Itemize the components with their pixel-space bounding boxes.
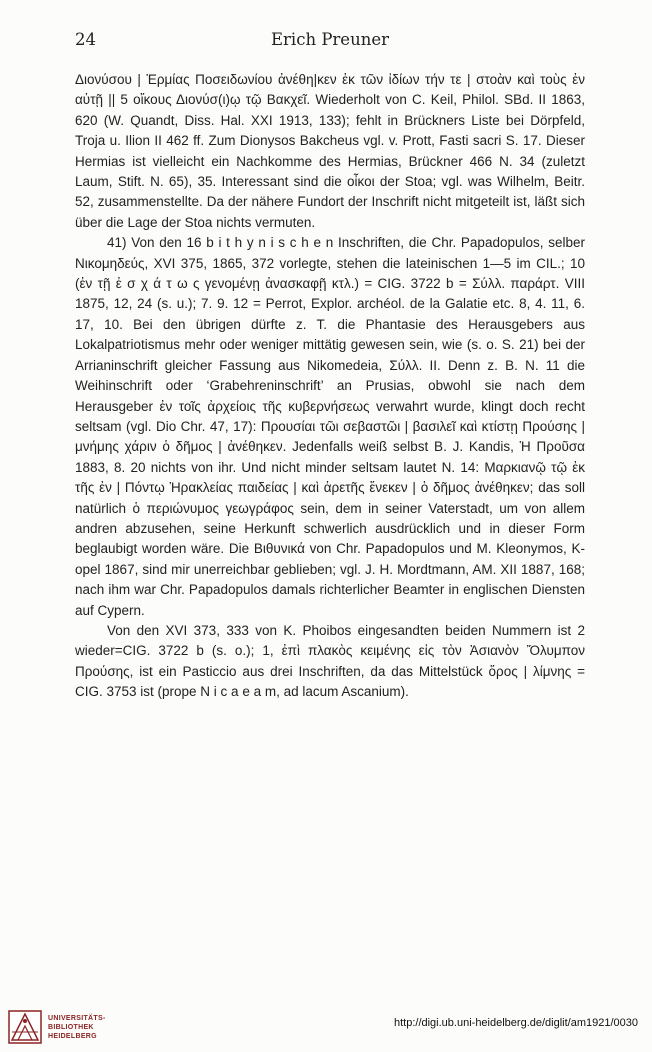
page-header <box>75 30 585 52</box>
running-title: Erich Preuner <box>271 30 389 49</box>
library-seal-icon <box>8 1010 42 1044</box>
paragraph-3: Von den XVI 373, 333 von K. Phoibos eingesandten beiden Nummern ist 2 wieder=CIG. 3722 b (s. o.); 1, ἐπὶ πλακὸς κειμένης εἰς τὸν Ἀσιανὸν Ὄλυμπον Προύσης, ist ein Pasticcio aus drei Inschriften, da das Mittelstück ὅρος | λίμνης = CIG. 3753 ist (prope N i c a e a m, ad lacum Ascanium). <box>75 622 585 700</box>
paragraph-1: Διονύσου | Ἑρμίας Ποσειδωνίου ἀνέθη|κεν ἐκ τῶν ἰδίων τήν τε | στοὰν καὶ τοὺς ἐν αὐτῇ || 5 οἴκους Διονύσ(ι)ῳ τῷ Βακχεῖ. Wiederholt von C. Keil, Philol. SBd. II 1863, 620 (W. Quandt, Diss. Hal. XXI 1913, 133); fehlt in Brückners Liste bei Dörpfeld, Troja u. Ilion II 462 ff. Zum Dionysos Bakcheus vgl. v. Prott, Fasti sacri S. 17. Dieser Hermias ist vielleicht ein Nachkomme des Hermias, Brückner 466 N. 34 (zuletzt Laum, Stift. N. 65), 35. Interessant sind die οἶκοι der Stoa; vgl. was Wilhelm, Beitr. 52, zusammenstellte. Da der nähere Fundort der Inschrift nicht mitgeteilt ist, läßt sich über die Lage der Stoa nichts vermuten. <box>75 72 585 230</box>
library-name <box>48 1014 106 1041</box>
library-name-line: UNIVERSITÄTS- <box>48 1015 106 1022</box>
library-name-line: BIBLIOTHEK <box>48 1024 94 1031</box>
source-url-link[interactable]: http://digi.ub.uni-heidelberg.de/diglit/am1921/0030 <box>393 1017 638 1029</box>
library-name-line: HEIDELBERG <box>48 1033 97 1040</box>
library-logo[interactable] <box>8 1010 168 1046</box>
body-text <box>75 70 585 703</box>
paragraph-2: 41) Von den 16 b i t h y n i s c h e n Inschriften, die Chr. Papadopulos, selber Νικομηδεύς, XVI 375, 1865, 372 vorlegte, stehen die lateinischen 1—5 im CIL.; 10 (ἐν τῇ ἐ σ χ ά τ ω ς γενομένῃ ἀνασκαφῇ κτλ.) = CIG. 3722 b = Σύλλ. παράρτ. VIII 1875, 12, 24 (s. u.); 7. 9. 12 = Perrot, Explor. archéol. de la Galatie etc. 8, 4. 11, 6. 17, 10. Bei den übrigen dürfte z. T. die Phantasie des Herausgebers aus Lokalpatriotismus mehr oder weniger mittätig gewesen sein, wie (s. o. S. 21) bei der Arrianinschrift gleicher Fassung aus Nikomedeia, Σύλλ. II. Denn z. B. N. 11 die Weihinschrift oder ‘Grabehreninschrift’ an Prusias, obwohl sie nach dem Herausgeber ἐν τοῖς ἀρχείοις τῆς κυβερνήσεως verwahrt wurde, klingt doch recht seltsam (vgl. Dio Chr. 47, 17): Προυσίαι τῶι σεβαστῶι | βασιλεῖ καὶ κτίστῃ Προύσης | μνήμης χάριν ὁ δῆμος | ἀνέθηκεν. Jedenfalls weiß selbst B. J. Kandis, Ἡ Προῦσα 1883, 8. 20 nichts von ihr. Und nicht minder seltsam lautet N. 14: Μαρκιανῷ τῷ ἐκ τῆς ἐν | Πόντῳ Ἡρακλείας παιδείας | καὶ ἀρετῆς ἕνεκεν | ὁ δῆμος ἀνέθηκεν; das soll natürlich ὁ περιώνυμος γεωγράφος sein, dem in seiner Vaterstadt, um von allem andren abzusehen, seine Herkunft schwerlich ausdrücklich und in dieser Form beglaubigt worden wäre. Die Βιθυνικά von Chr. Papadopulos und M. Kleonymos, K-opel 1867, sind mir unerreichbar geblieben; vgl. J. H. Mordtmann, AM. XII 1887, 168; nach ihm war Chr. Papadopulos damals richterlicher Beamter in englischen Diensten auf Cypern. <box>75 235 585 618</box>
page-number: 24 <box>75 30 96 49</box>
